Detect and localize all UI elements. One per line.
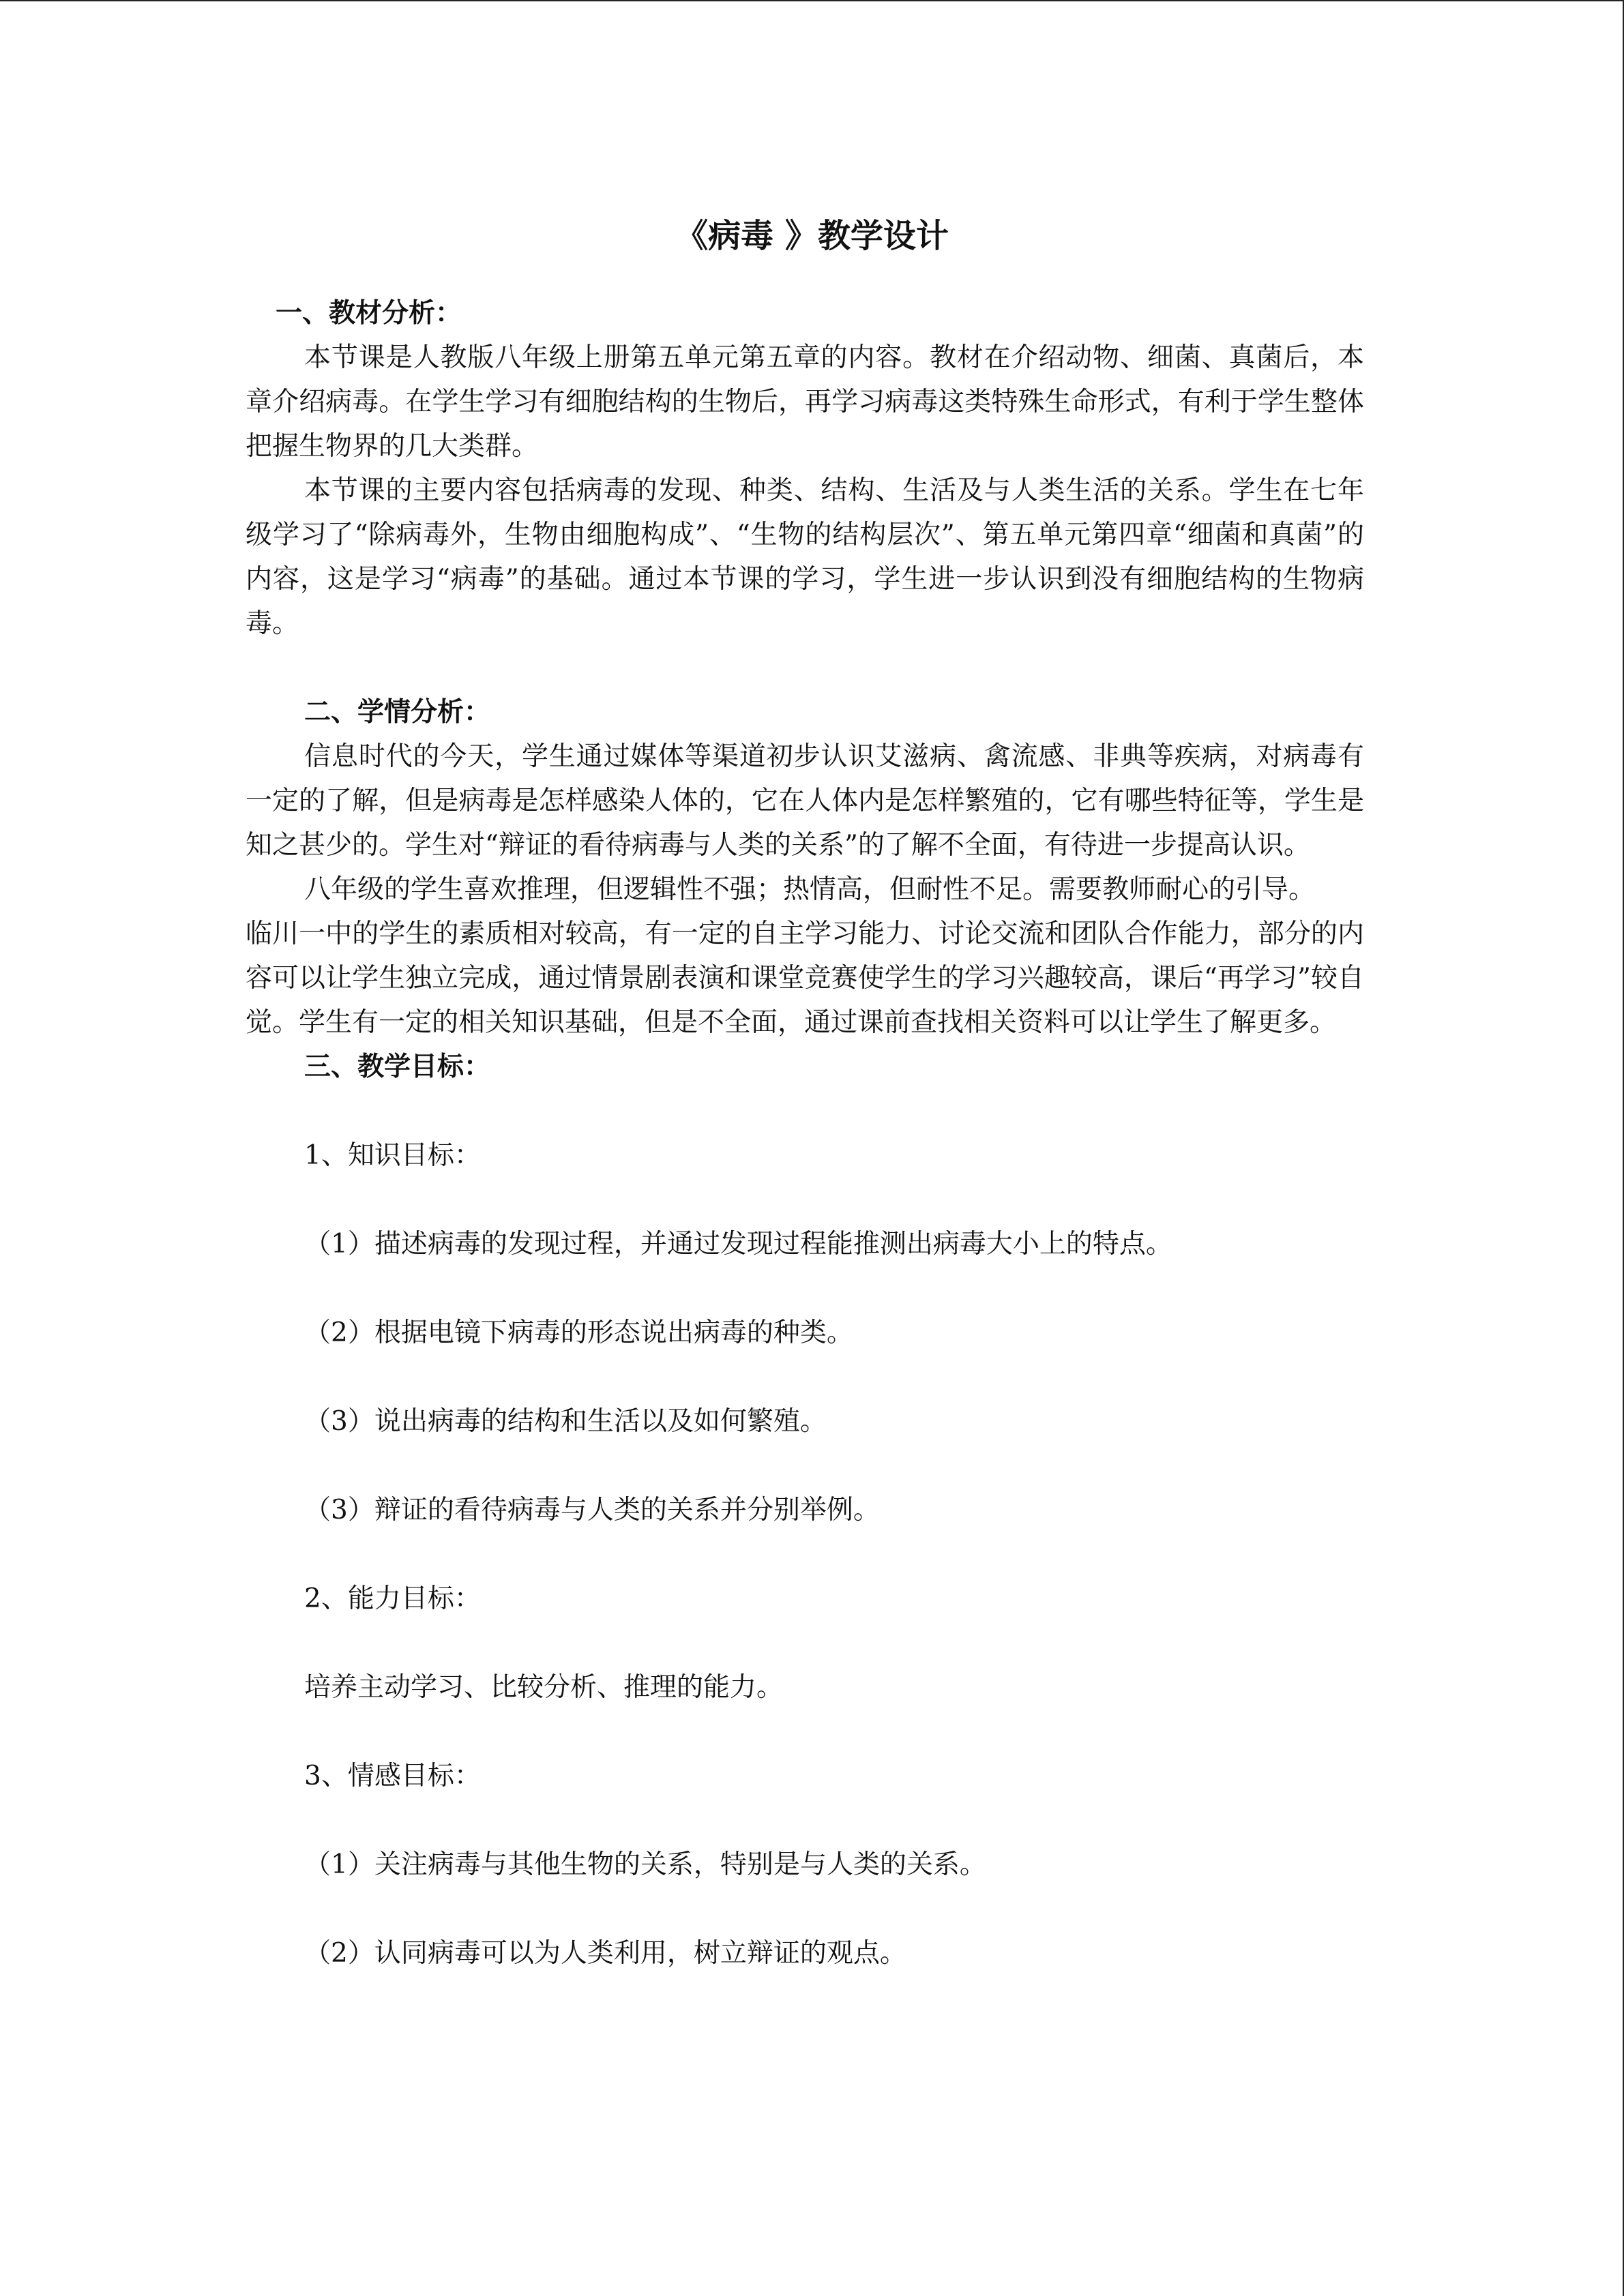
document-body [246, 291, 1364, 2020]
goal-heading-ability: 2、能力目标： [304, 1583, 481, 1614]
goal-item: 培养主动学习、比较分析、推理的能力。 [304, 1672, 784, 1703]
paragraph: 八年级的学生喜欢推理，但逻辑性不强；热情高，但耐性不足。需要教师耐心的引导。 [304, 874, 1316, 905]
goal-heading-knowledge: 1、知识目标： [304, 1140, 481, 1171]
section-heading-textbook-analysis: 一、教材分析： [276, 298, 462, 329]
paragraph: 本节课的主要内容包括病毒的发现、种类、结构、生活及与人类生活的关系。学生在七年级学习了“除病毒外，生物由细胞构成”、“生物的结构层次”、第五单元第四章“细菌和真菌”的内容，这是学习“病毒”的基础。通过本节课的学习，学生进一步认识到没有细胞结构的生物病毒。 [246, 475, 1364, 639]
goal-item: （1）描述病毒的发现过程，并通过发现过程能推测出病毒大小上的特点。 [304, 1229, 1172, 1259]
goal-heading-emotion: 3、情感目标： [304, 1761, 481, 1791]
paragraph: 本节课是人教版八年级上册第五单元第五章的内容。教材在介绍动物、细菌、真菌后，本章介绍病毒。在学生学习有细胞结构的生物后，再学习病毒这类特殊生命形式，有利于学生整体把握生物界的几大类群。 [246, 342, 1364, 462]
goal-item: （3）说出病毒的结构和生活以及如何繁殖。 [304, 1406, 827, 1437]
goal-item: （2）认同病毒可以为人类利用，树立辩证的观点。 [304, 1938, 906, 1969]
section-heading-student-analysis: 二、学情分析： [304, 697, 491, 728]
goal-item: （2）根据电镜下病毒的形态说出病毒的种类。 [304, 1317, 853, 1348]
paragraph: 临川一中的学生的素质相对较高，有一定的自主学习能力、讨论交流和团队合作能力，部分的内容可以让学生独立完成，通过情景剧表演和课堂竞赛使学生的学习兴趣较高，课后“再学习”较自觉。学生有一定的相关知识基础，但是不全面，通过课前查找相关资料可以让学生了解更多。 [246, 919, 1364, 1038]
goal-item: （3）辩证的看待病毒与人类的关系并分别举例。 [304, 1495, 880, 1525]
paragraph: 信息时代的今天，学生通过媒体等渠道初步认识艾滋病、禽流感、非典等疾病，对病毒有一定的了解，但是病毒是怎样感染人体的，它在人体内是怎样繁殖的，它有哪些特征等，学生是知之甚少的。学生对“辩证的看待病毒与人类的关系”的了解不全面，有待进一步提高认识。 [246, 741, 1364, 861]
section-heading-teaching-goals: 三、教学目标： [304, 1052, 491, 1082]
document-title: 《病毒 》教学设计 [675, 217, 949, 255]
goal-item: （1）关注病毒与其他生物的关系，特别是与人类的关系。 [304, 1849, 986, 1880]
